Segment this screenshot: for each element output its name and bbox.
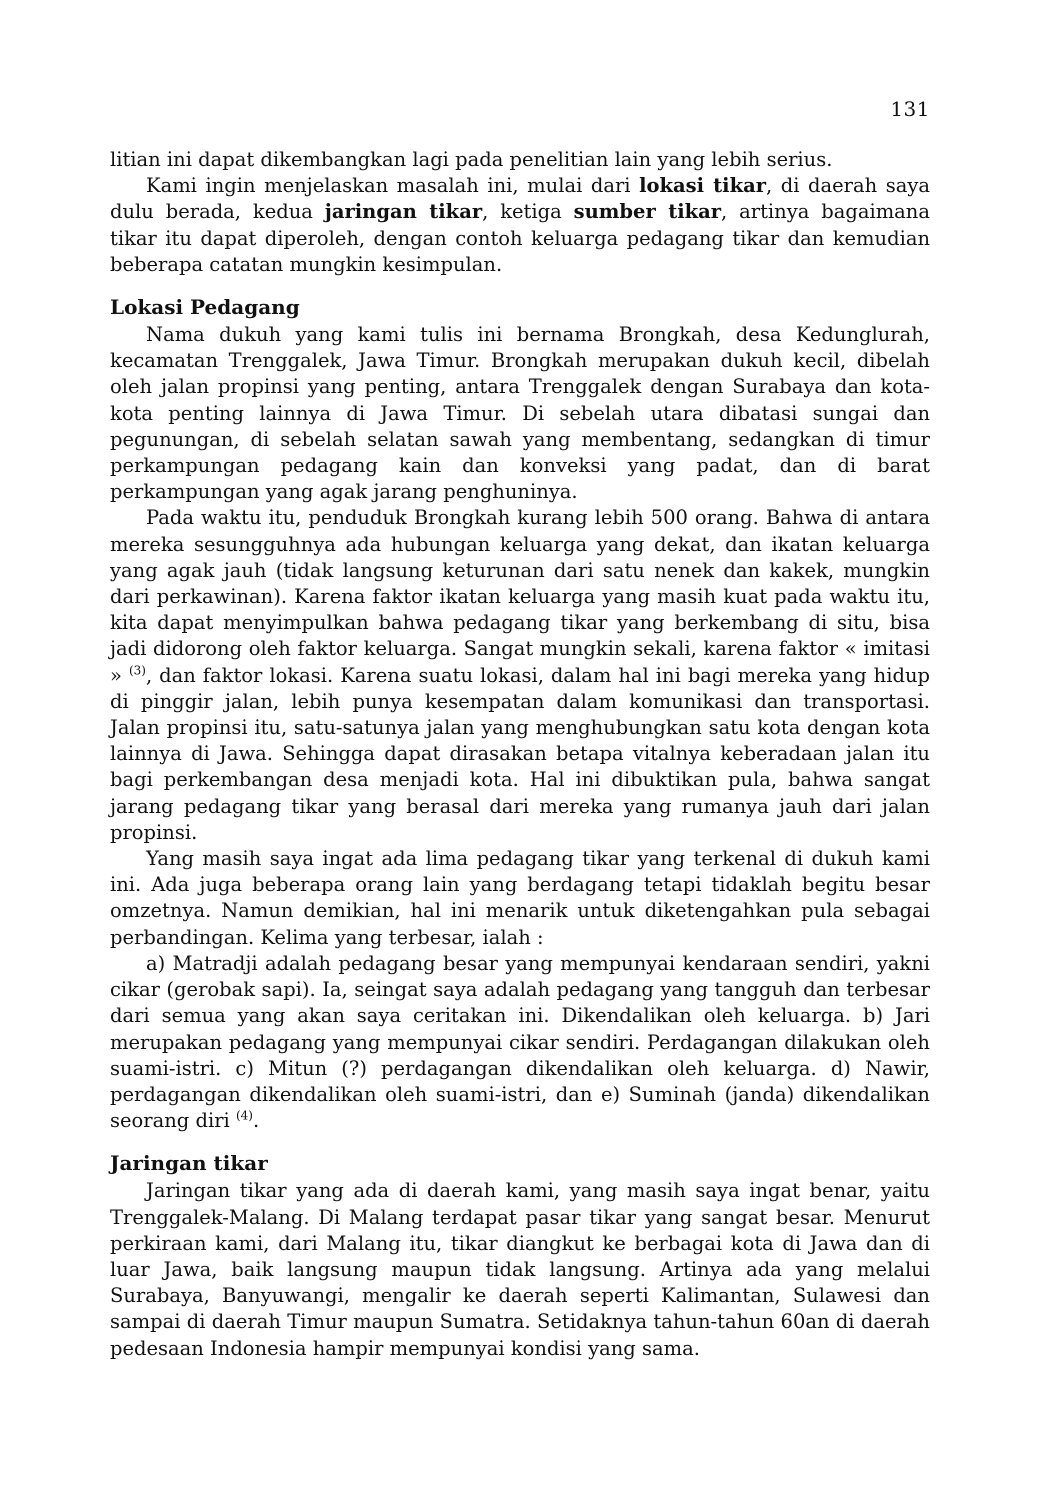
section1-p2-text-1: Pada waktu itu, penduduk Brongkah kurang lebih 500 orang. Bahwa di antara mereka sesungguhnya ada hubungan keluarga yang dekat, dan ikatan keluarga yang agak jauh (tidak langsung keturunan dari satu nenek dan kakek, mungkin dari perkawinan). Karena faktor ikatan keluarga yang masih kuat pada waktu itu, kita dapat menyimpulkan bahwa pedagang tikar yang berkembang di situ, bisa jadi didorong oleh faktor keluarga. Sangat mungkin sekali, karena faktor « imitasi » [110, 506, 930, 687]
page-body [110, 147, 930, 1362]
section1-paragraph-2 [110, 505, 930, 846]
intro-continuation-paragraph: litian ini dapat dikembangkan lagi pada penelitian lain yang lebih serius. [110, 148, 833, 171]
intro-text-3: , ketiga [482, 200, 574, 224]
intro-paragraph [110, 173, 930, 278]
intro-bold-sumber-tikar: sumber tikar [573, 200, 722, 224]
section1-paragraph-4 [110, 951, 930, 1134]
intro-bold-jaringan-tikar: jaringan tikar [324, 200, 483, 224]
intro-bold-lokasi-tikar: lokasi tikar [639, 174, 766, 198]
page-number: 131 [890, 97, 930, 121]
intro-text-2: , di daerah saya dulu berada, kedua [110, 174, 930, 224]
section-heading-jaringan-tikar: Jaringan tikar [110, 1151, 268, 1176]
footnote-ref-4: (4) [235, 1108, 253, 1123]
section-heading-lokasi-pedagang: Lokasi Pedagang [110, 295, 300, 320]
intro-text-4: , artinya bagaimana tikar itu dapat diperoleh, dengan contoh keluarga pedagang tikar dan kemudian beberapa catatan mungkin kesimpulan. [110, 200, 930, 276]
section1-p4-text-2: . [252, 1109, 260, 1133]
section2-paragraph-1: Jaringan tikar yang ada di daerah kami, yang masih saya ingat benar, yaitu Trenggalek-Malang. Di Malang terdapat pasar tikar yang sangat besar. Menurut perkiraan kami, dari Malang itu, tikar diangkut ke berbagai kota di Jawa dan di luar Jawa, baik langsung maupun tidak langsung. Artinya ada yang melalui Surabaya, Banyuwangi, mengalir ke daerah seperti Kalimantan, Sulawesi dan sampai di daerah Timur maupun Sumatra. Setidaknya tahun-tahun 60an di daerah pedesaan Indonesia hampir mempunyai kondisi yang sama. [110, 1179, 930, 1360]
section1-p2-text-2: , dan faktor lokasi. Karena suatu lokasi, dalam hal ini bagi mereka yang hidup di pinggir jalan, lebih punya kesempatan dalam komunikasi dan transportasi. Jalan propinsi itu, satu-satunya jalan yang menghubungkan satu kota dengan kota lainnya di Jawa. Sehingga dapat dirasakan betapa vitalnya keberadaan jalan itu bagi perkembangan desa menjadi kota. Hal ini dibuktikan pula, bahwa sangat jarang pedagang tikar yang berasal dari mereka yang rumanya jauh dari jalan propinsi. [110, 663, 930, 844]
intro-text-1: Kami ingin menjelaskan masalah ini, mulai dari [146, 174, 640, 198]
section1-paragraph-3: Yang masih saya ingat ada lima pedagang tikar yang terkenal di dukuh kami ini. Ada juga beberapa orang lain yang berdagang tetapi tidaklah begitu besar omzetnya. Namun demikian, hal ini menarik untuk diketengahkan pula sebagai perbandingan. Kelima yang terbesar, ialah : [110, 847, 930, 949]
section1-p4-text-1: a) Matradji adalah pedagang besar yang mempunyai kendaraan sendiri, yakni cikar (gerobak sapi). Ia, seingat saya adalah pedagang yang tangguh dan terbesar dari semua yang akan saya ceritakan ini. Dikendalikan oleh keluarga. b) Jari merupakan pedagang yang mempunyai cikar sendiri. Perdagangan dilakukan oleh suami-istri. c) Mitun (?) perdagangan dikendalikan oleh keluarga. d) Nawir, perdagangan dikendalikan oleh suami-istri, dan e) Suminah (janda) dikendalikan seorang diri [110, 951, 930, 1133]
footnote-ref-3: (3) [128, 663, 146, 678]
section1-paragraph-1: Nama dukuh yang kami tulis ini bernama Brongkah, desa Kedunglurah, kecamatan Trenggalek, Jawa Timur. Brongkah merupakan dukuh kecil, dibelah oleh jalan propinsi yang penting, antara Trenggalek dengan Surabaya dan kota-kota penting lainnya di Jawa Timur. Di sebelah utara dibatasi sungai dan pegunungan, di sebelah selatan sawah yang membentang, sedangkan di timur perkampungan pedagang kain dan konveksi yang padat, dan di barat perkampungan yang agak jarang penghuninya. [110, 323, 930, 504]
